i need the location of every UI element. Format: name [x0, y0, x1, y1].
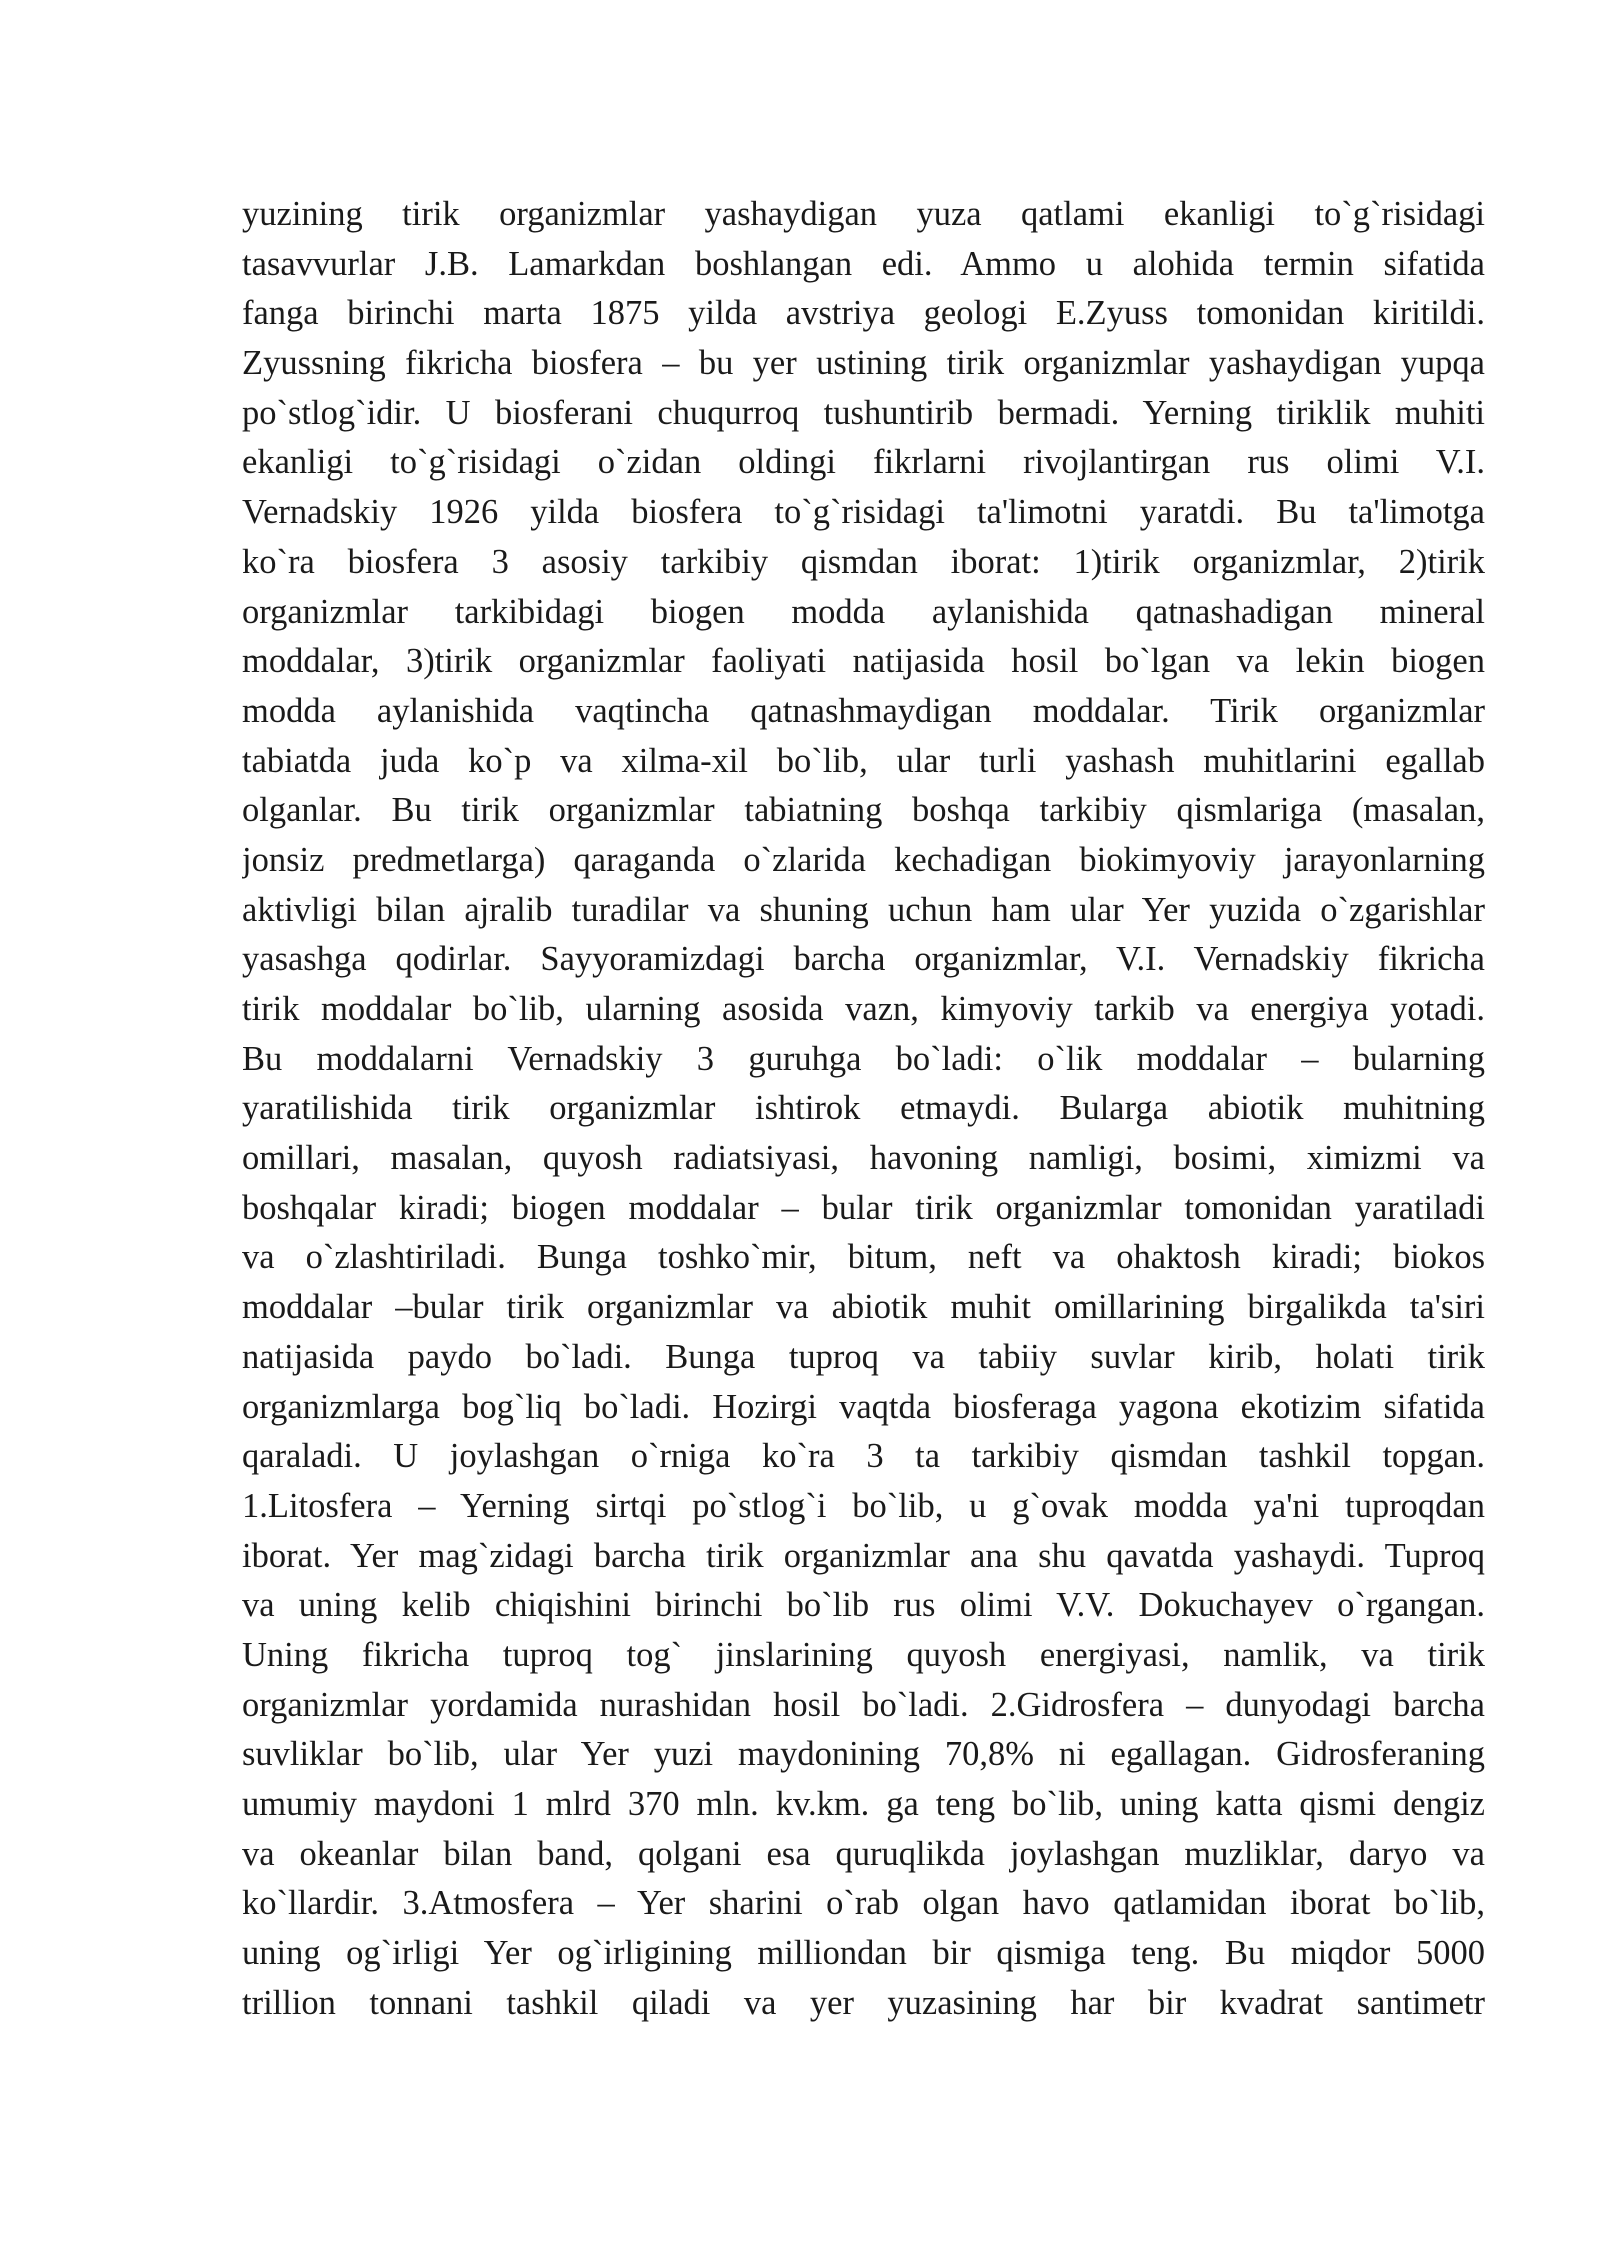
text-line: va uning kelib chiqishini birinchi bo`lib rus olimi V.V. Dokuchayev o`rgangan. — [242, 1586, 1485, 1625]
text-line: yuzining tirik organizmlar yashaydigan yuza qatlami ekanligi to`g`risidagi — [242, 195, 1485, 233]
text-line: tirik moddalar bo`lib, ularning asosida vazn, kimyoviy tarkib va energiya yotadi. — [242, 990, 1485, 1028]
text-line: yaratilishida tirik organizmlar ishtirok etmaydi. Bularga abiotik muhitning — [242, 1089, 1485, 1128]
text-line: suvliklar bo`lib, ular Yer yuzi maydonining 70,8% ni egallagan. Gidrosferaning — [242, 1735, 1485, 1774]
text-line: boshqalar kiradi; biogen moddalar – bular tirik organizmlar tomonidan yaratiladi — [242, 1188, 1485, 1227]
text-line: tabiatda juda ko`p va xilma-xil bo`lib, ular turli yashash muhitlarini egallab — [242, 741, 1485, 780]
text-line: aktivligi bilan ajralib turadilar va shuning uchun ham ular Yer yuzida o`zgarishlar — [242, 890, 1485, 929]
text-line: fanga birinchi marta 1875 yilda avstriya geologi E.Zyuss tomonidan kiritildi. — [242, 294, 1485, 333]
text-line: va okeanlar bilan band, qolgani esa quruqlikda joylashgan muzliklar, daryo va — [242, 1834, 1485, 1873]
text-line: Vernadskiy 1926 yilda biosfera to`g`risidagi ta'limotni yaratdi. Bu ta'limotga — [242, 493, 1485, 532]
text-line: Zyussning fikricha biosfera – bu yer ustining tirik organizmlar yashaydigan yupqa — [242, 344, 1485, 383]
text-line: qaraladi. U joylashgan o`rniga ko`ra 3 ta tarkibiy qismdan tashkil topgan. — [242, 1437, 1485, 1476]
text-line: organizmlar yordamida nurashidan hosil bo`ladi. 2.Gidrosfera – dunyodagi barcha — [242, 1685, 1485, 1724]
text-line: Bu moddalarni Vernadskiy 3 guruhga bo`ladi: o`lik moddalar – bularning — [242, 1039, 1485, 1078]
text-line: umumiy maydoni 1 mlrd 370 mln. kv.km. ga teng bo`lib, uning katta qismi dengiz — [242, 1785, 1485, 1823]
text-line: uning og`irligi Yer og`irligining milliondan bir qismiga teng. Bu miqdor 5000 — [242, 1934, 1485, 1973]
text-line: ko`ra biosfera 3 asosiy tarkibiy qismdan iborat: 1)tirik organizmlar, 2)tirik — [242, 542, 1485, 581]
text-line: 1.Litosfera – Yerning sirtqi po`stlog`i bo`lib, u g`ovak modda ya'ni tuproqdan — [242, 1486, 1485, 1525]
text-line: organizmlar tarkibidagi biogen modda aylanishida qatnashadigan mineral — [242, 592, 1485, 631]
text-line: moddalar, 3)tirik organizmlar faoliyati natijasida hosil bo`lgan va lekin biogen — [242, 642, 1485, 681]
text-line: modda aylanishida vaqtincha qatnashmaydigan moddalar. Tirik organizmlar — [242, 691, 1485, 730]
text-line: yasashga qodirlar. Sayyoramizdagi barcha organizmlar, V.I. Vernadskiy fikricha — [242, 940, 1485, 979]
body-text — [242, 190, 1485, 2028]
text-line: ekanligi to`g`risidagi o`zidan oldingi fikrlarni rivojlantirgan rus olimi V.I. — [242, 443, 1485, 482]
text-line: po`stlog`idir. U biosferani chuqurroq tushuntirib bermadi. Yerning tiriklik muhiti — [242, 393, 1485, 432]
text-line: jonsiz predmetlarga) qaraganda o`zlarida kechadigan biokimyoviy jarayonlarning — [242, 840, 1485, 879]
text-line: organizmlarga bog`liq bo`ladi. Hozirgi vaqtda biosferaga yagona ekotizim sifatida — [242, 1387, 1485, 1426]
text-line: olganlar. Bu tirik organizmlar tabiatning boshqa tarkibiy qismlariga (masalan, — [242, 791, 1485, 830]
text-line: omillari, masalan, quyosh radiatsiyasi, havoning namligi, bosimi, ximizmi va — [242, 1139, 1485, 1178]
text-line: moddalar –bular tirik organizmlar va abiotik muhit omillarining birgalikda ta'siri — [242, 1288, 1485, 1327]
text-line: Uning fikricha tuproq tog` jinslarining quyosh energiyasi, namlik, va tirik — [242, 1635, 1485, 1674]
text-line: va o`zlashtiriladi. Bunga toshko`mir, bitum, neft va ohaktosh kiradi; biokos — [242, 1238, 1485, 1277]
text-line: tasavvurlar J.B. Lamarkdan boshlangan edi. Ammo u alohida termin sifatida — [242, 244, 1485, 283]
text-line: ko`llardir. 3.Atmosfera – Yer sharini o`rab olgan havo qatlamidan iborat bo`lib, — [242, 1884, 1485, 1923]
text-line: iborat. Yer mag`zidagi barcha tirik organizmlar ana shu qavatda yashaydi. Tuproq — [242, 1536, 1485, 1575]
text-line: natijasida paydo bo`ladi. Bunga tuproq va tabiiy suvlar kirib, holati tirik — [242, 1337, 1485, 1376]
text-line: trillion tonnani tashkil qiladi va yer yuzasining har bir kvadrat santimetr — [242, 1983, 1485, 2022]
